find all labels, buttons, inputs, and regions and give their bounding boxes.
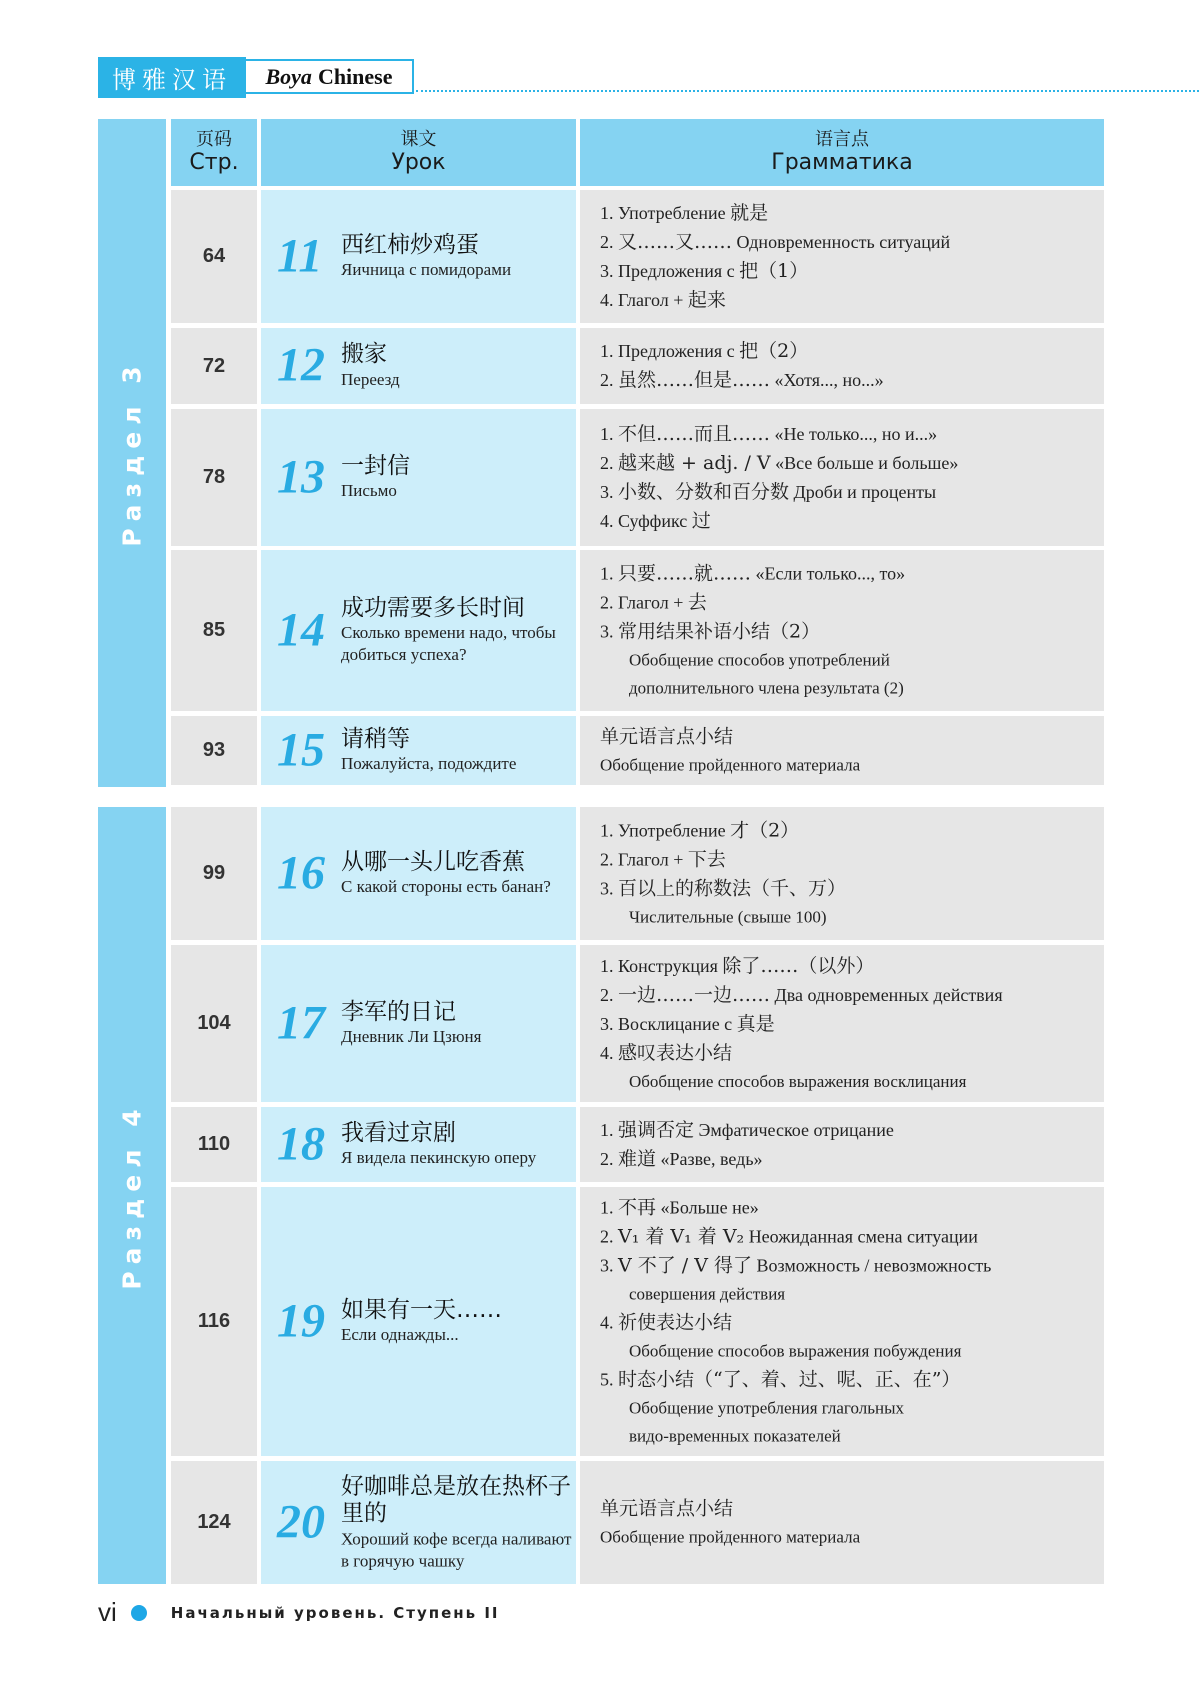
grammar-line [600,507,1098,536]
grammar-subline: Обобщение способов выражения восклицания [629,1071,967,1091]
lesson-title-chinese: 成功需要多长时间 [341,594,525,621]
grammar-line-chinese: 单元语言点小结 [600,725,734,747]
grammar-line [600,874,1098,903]
grammar-line [600,845,1098,874]
grammar-line [600,1145,1098,1174]
grammar-cell [580,190,1104,323]
grammar-line-chinese: 单元语言点小结 [600,1497,734,1519]
lesson-title [341,595,573,667]
grammar-line-suffix: Эмфатическое отрицание [694,1119,894,1140]
grammar-line-suffix: Возможность / невозможность [752,1255,992,1275]
page-number-cell: 110 [171,1107,257,1182]
column-header-grammar-cn: 语言点 [815,128,869,150]
lesson-title-chinese: 西红柿炒鸡蛋 [341,231,479,258]
grammar-line [600,1365,1098,1394]
grammar-line [600,588,1098,617]
grammar-list [600,420,1098,536]
grammar-line [600,1494,1098,1523]
grammar-line-suffix: «Больше не» [656,1197,759,1217]
grammar-line-chinese: 百以上的称数法（千、万） [618,877,847,899]
grammar-line-chinese: 去 [687,591,707,613]
lesson-title [341,453,573,503]
grammar-line [600,449,1098,478]
grammar-line [600,478,1098,507]
grammar-line-suffix: «Если только..., то» [751,563,906,583]
grammar-line [600,952,1098,981]
grammar-line-chinese: 不再 [618,1196,657,1218]
lesson-title-russian: Письмо [341,481,397,501]
column-header-page-ru: Стр. [189,150,239,176]
grammar-line-suffix: Два одновременных действия [770,984,1003,1005]
grammar-line [600,981,1098,1010]
grammar-line-prefix: 1. Употребление [600,820,731,840]
lesson-title-russian: Переезд [341,369,400,389]
column-header-grammar-ru: Грамматика [771,150,913,176]
grammar-line-chinese: 常用结果补语小结（2） [618,620,821,642]
book-title-english-italic: Boya [265,63,312,89]
grammar-line-suffix: «Все больше и больше» [770,452,959,473]
grammar-subline: совершения действия [629,1284,786,1303]
lesson-number: 19 [277,1293,325,1347]
page-footer [98,1597,500,1628]
lesson-cell [261,550,576,711]
grammar-line [600,1222,1098,1251]
grammar-line-chinese: 才（2） [730,819,800,841]
grammar-line-prefix: 1. Конструкция [600,955,723,976]
grammar-line-prefix: 2. [600,1226,618,1246]
grammar-line-chinese: 不但……而且…… [618,422,771,445]
lesson-title-russian: Дневник Ли Цзюня [341,1027,482,1047]
grammar-line-prefix: 1. [600,1197,618,1217]
grammar-line-chinese: 起来 [687,288,726,311]
lesson-title-russian: Сколько времени надо, чтобы добиться успеха? [341,623,556,665]
lesson-title [341,999,573,1049]
grammar-line [600,1251,1098,1280]
page-number-cell: 124 [171,1461,257,1584]
grammar-line-prefix: 3. [600,481,618,502]
grammar-line-chinese: 除了……（以外） [722,954,875,977]
grammar-cell [580,807,1104,940]
grammar-line [600,257,1098,286]
grammar-cell [580,1461,1104,1584]
lesson-title-russian: Яичница с помидорами [341,260,512,280]
lesson-title-chinese: 我看过京剧 [341,1119,456,1146]
lesson-title-chinese: 从哪一头儿吃香蕉 [341,848,525,875]
lesson-title-chinese: 一封信 [341,452,410,479]
column-header-lesson [261,119,576,186]
grammar-line-prefix: 4. [600,1312,618,1332]
grammar-line-prefix: 2. [600,1148,618,1169]
grammar-line-suffix: «Хотя..., но...» [770,370,884,390]
grammar-subline: Обобщение способов выражения побуждения [629,1341,962,1360]
lesson-title-chinese: 搬家 [341,341,387,368]
grammar-line [600,559,1098,588]
grammar-cell [580,716,1104,785]
grammar-line [600,1010,1098,1039]
grammar-line-chinese: 只要……就…… [618,562,752,584]
grammar-list [600,722,1098,779]
column-header-grammar [580,119,1104,186]
lesson-cell [261,1187,576,1456]
lesson-number: 13 [277,449,325,503]
lesson-title-russian: Если однажды... [341,1325,459,1345]
lesson-cell [261,807,576,940]
grammar-line-chinese: 就是 [730,201,769,224]
unit-bar-3 [98,119,166,787]
unit-label-3: Раздел 3 [117,359,147,547]
grammar-line-prefix: 2. Глагол + [600,592,688,612]
column-header-lesson-ru: Урок [391,150,446,176]
lesson-number: 11 [277,228,323,282]
lesson-title-chinese: 请稍等 [341,725,410,752]
book-title-english-rest: Chinese [317,63,393,89]
grammar-line-chinese: V₁ 着 V₁ 着 V₂ [618,1225,745,1247]
grammar-cell [580,328,1104,404]
grammar-line-chinese: 虽然……但是…… [618,369,771,391]
grammar-cell [580,409,1104,546]
grammar-list [600,952,1098,1096]
unit-bar-4 [98,807,166,1584]
lesson-number: 18 [277,1116,325,1170]
grammar-line-prefix: 4. [600,1042,618,1063]
grammar-line-prefix: 3. [600,621,618,641]
grammar-line-chinese: 一边……一边…… [618,983,771,1006]
column-header-lesson-cn: 课文 [400,128,437,150]
grammar-line [600,420,1098,449]
grammar-list [600,1193,1098,1450]
grammar-line-chinese: 把（1） [739,259,809,282]
page-number: vi [98,1597,117,1627]
grammar-line-suffix: «Разве, ведь» [656,1148,763,1169]
lesson-title [341,341,573,391]
grammar-line [600,1039,1098,1068]
grammar-line [600,337,1098,366]
lesson-number: 20 [277,1494,325,1548]
page-number-cell: 99 [171,807,257,940]
book-title-english [246,59,414,94]
grammar-line [600,199,1098,228]
column-header-page-cn: 页码 [196,128,232,150]
grammar-line [600,1116,1098,1145]
grammar-subline: Обобщение способов употреблений [629,650,890,669]
page-number-cell: 93 [171,716,257,785]
lesson-title-chinese: 好咖啡总是放在热杯子里的 [341,1472,571,1527]
grammar-line-chinese: 真是 [736,1012,775,1035]
grammar-line-prefix: 2. [600,984,618,1005]
lesson-title [341,1297,573,1347]
grammar-line-prefix: 1. Предложения с [600,341,740,361]
page-number-cell: 72 [171,328,257,404]
grammar-line-suffix: Одновременность ситуаций [732,231,951,252]
grammar-line-prefix: 1. Употребление [600,202,731,223]
page-number-cell: 78 [171,409,257,546]
grammar-subline: дополнительного члена результата (2) [629,678,904,697]
grammar-line-prefix: 1. [600,563,618,583]
grammar-subline: Обобщение употребления глагольных [629,1398,904,1417]
page-number-cell: 64 [171,190,257,323]
lesson-cell [261,716,576,785]
lesson-title [341,726,573,776]
grammar-line-prefix: 3. Предложения с [600,260,740,281]
lesson-cell [261,409,576,546]
grammar-line-chinese: 越来越 + adj. / V [618,451,771,474]
grammar-line-chinese: 下去 [687,848,726,870]
lesson-cell [261,190,576,323]
grammar-line [600,722,1098,751]
grammar-line [600,366,1098,395]
grammar-subline: Обобщение пройденного материала [600,1527,861,1546]
bullet-dot-icon [131,1605,147,1621]
grammar-line [600,286,1098,315]
grammar-line-prefix: 1. [600,1119,618,1140]
grammar-line-chinese: 过 [691,509,711,532]
grammar-line-suffix: Дроби и проценты [789,481,937,502]
grammar-line-chinese: V 不了 / V 得了 [618,1254,753,1276]
grammar-line-prefix: 4. Суффикс [600,510,692,531]
lesson-title-chinese: 李军的日记 [341,998,456,1025]
grammar-line-prefix: 3. [600,1255,618,1275]
lesson-title-russian: С какой стороны есть банан? [341,877,551,897]
lesson-cell [261,328,576,404]
grammar-line-prefix: 2. Глагол + [600,849,688,869]
header-dotted-rule [416,90,1199,92]
grammar-line-prefix: 2. [600,452,618,473]
grammar-line-prefix: 2. [600,370,618,390]
grammar-line-prefix: 1. [600,423,618,444]
grammar-line [600,617,1098,646]
grammar-line [600,228,1098,257]
grammar-line-prefix: 4. Глагол + [600,289,688,310]
lesson-number: 15 [277,722,325,776]
grammar-line-suffix: Неожиданная смена ситуации [744,1226,978,1246]
lesson-cell [261,1107,576,1182]
lesson-title-russian: Я видела пекинскую оперу [341,1148,537,1168]
lesson-number: 14 [277,602,325,656]
grammar-cell [580,945,1104,1102]
unit-label-4: Раздел 4 [117,1101,147,1290]
lesson-title [341,849,573,899]
lesson-number: 16 [277,845,325,899]
column-header-page [171,119,257,186]
lesson-cell [261,945,576,1102]
grammar-line-chinese: 时态小结（“了、着、过、呢、正、在”） [618,1368,961,1390]
grammar-line-prefix: 5. [600,1369,618,1389]
grammar-line-chinese: 把（2） [739,340,809,362]
grammar-line-prefix: 3. Восклицание с [600,1013,737,1034]
grammar-line-suffix: «Не только..., но и...» [770,423,938,444]
lesson-title-chinese: 如果有一天…… [341,1296,502,1323]
grammar-line [600,816,1098,845]
book-title-chinese: 博雅汉语 [98,57,246,98]
lesson-title-russian: Хороший кофе всегда наливают в горячую чашку [341,1529,572,1571]
grammar-subline: видо-временных показателей [629,1426,841,1445]
lesson-number: 17 [277,995,325,1049]
grammar-line-prefix: 2. [600,231,618,252]
grammar-line-chinese: 感叹表达小结 [618,1041,733,1064]
grammar-cell [580,1187,1104,1456]
lesson-title [341,1473,573,1572]
grammar-list [600,337,1098,395]
page-number-cell: 85 [171,550,257,711]
grammar-list [600,559,1098,702]
lesson-title [341,232,573,282]
page-number-cell: 104 [171,945,257,1102]
level-label: Начальный уровень. Ступень II [170,1603,500,1622]
grammar-line-chinese: 强调否定 [618,1118,695,1141]
grammar-line-prefix: 3. [600,878,618,898]
grammar-line-chinese: 又……又…… [618,230,733,253]
grammar-cell [580,1107,1104,1182]
lesson-cell [261,1461,576,1584]
grammar-line-chinese: 难道 [618,1147,657,1170]
grammar-list [600,1116,1098,1174]
grammar-subline: Числительные (свыше 100) [629,907,827,926]
lesson-title-russian: Пожалуйста, подождите [341,754,517,774]
page-number-cell: 116 [171,1187,257,1456]
lesson-title [341,1120,573,1170]
grammar-list [600,816,1098,931]
grammar-line-chinese: 祈使表达小结 [618,1311,733,1333]
grammar-list [600,199,1098,315]
grammar-list [600,1494,1098,1551]
grammar-line-chinese: 小数、分数和百分数 [618,480,790,503]
grammar-cell [580,550,1104,711]
grammar-line [600,1193,1098,1222]
grammar-line [600,1308,1098,1337]
grammar-subline: Обобщение пройденного материала [600,755,861,774]
lesson-number: 12 [277,338,325,392]
